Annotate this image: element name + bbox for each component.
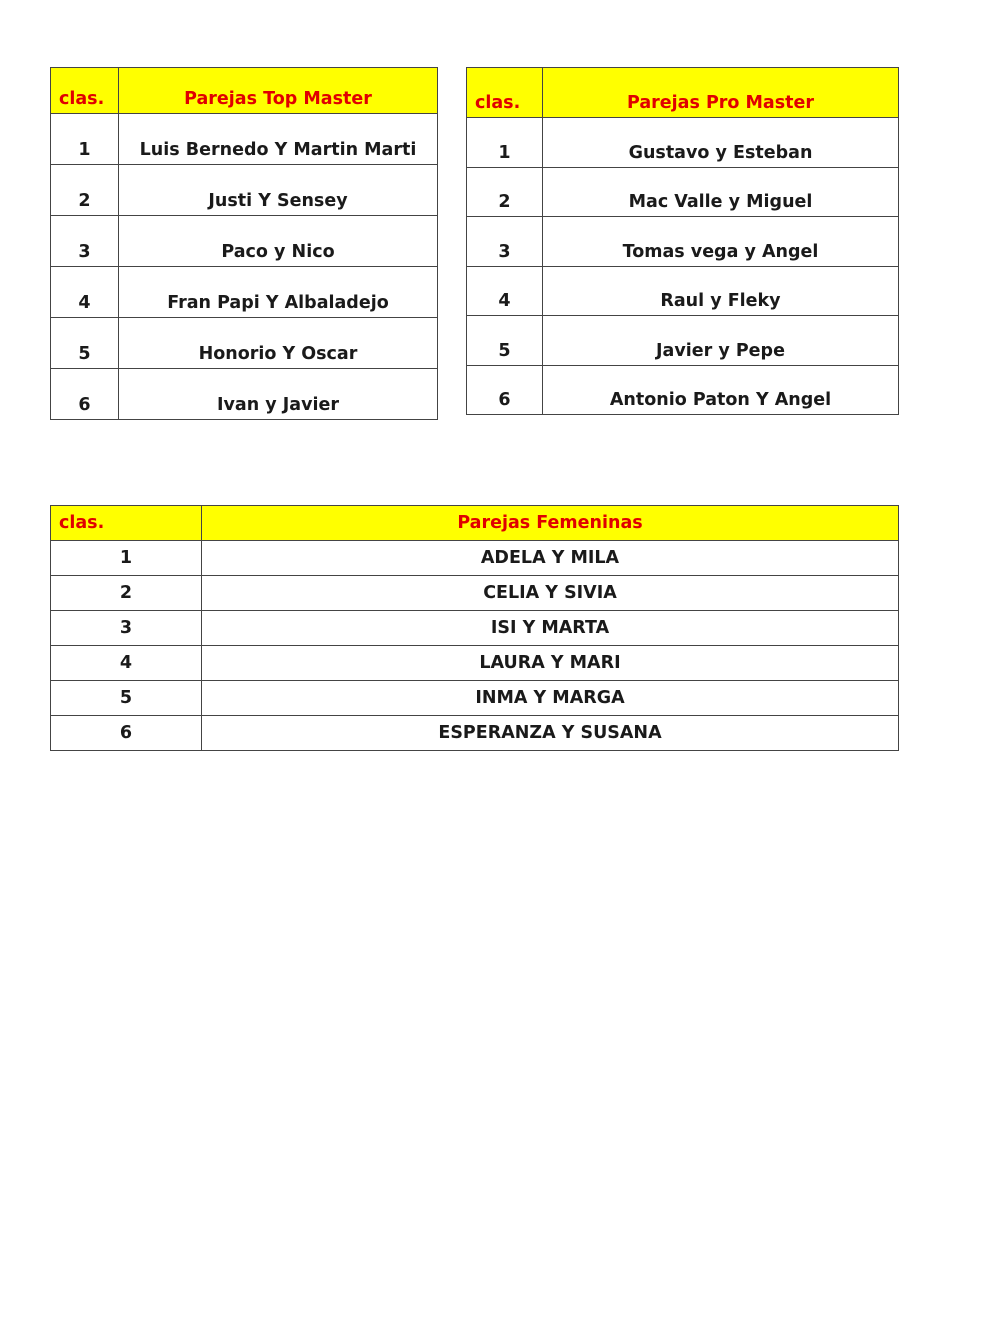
pair-name-cell: ISI Y MARTA	[202, 611, 899, 646]
pair-name-cell: Gustavo y Esteban	[543, 118, 899, 168]
rank-cell: 4	[51, 646, 202, 681]
table-row	[51, 318, 438, 369]
table-row	[51, 611, 899, 646]
table-row	[51, 267, 438, 318]
rank-cell: 6	[51, 369, 119, 420]
table-header-row	[51, 506, 899, 541]
table-row	[51, 576, 899, 611]
rank-cell: 2	[51, 576, 202, 611]
pair-name-cell: Javier y Pepe	[543, 316, 899, 366]
pair-name-cell: Raul y Fleky	[543, 266, 899, 316]
pair-name-cell: CELIA Y SIVIA	[202, 576, 899, 611]
rank-column-header: clas.	[467, 68, 543, 118]
pairs-column-header: Parejas Pro Master	[543, 68, 899, 118]
pair-name-cell: Fran Papi Y Albaladejo	[119, 267, 438, 318]
rank-cell: 3	[51, 611, 202, 646]
top-master-table	[50, 67, 438, 420]
table-row	[467, 118, 899, 168]
pair-name-cell: Ivan y Javier	[119, 369, 438, 420]
pair-name-cell: Luis Bernedo Y Martin Marti	[119, 114, 438, 165]
table-row	[51, 716, 899, 751]
table-row	[51, 541, 899, 576]
table-row	[467, 266, 899, 316]
rank-cell: 6	[467, 365, 543, 415]
pair-name-cell: Tomas vega y Angel	[543, 217, 899, 267]
table-row	[51, 369, 438, 420]
pro-master-table	[466, 67, 899, 415]
rank-column-header: clas.	[51, 68, 119, 114]
pair-name-cell: INMA Y MARGA	[202, 681, 899, 716]
table-header-row	[51, 68, 438, 114]
pairs-column-header: Parejas Top Master	[119, 68, 438, 114]
rank-cell: 3	[51, 216, 119, 267]
pair-name-cell: ESPERANZA Y SUSANA	[202, 716, 899, 751]
pair-name-cell: LAURA Y MARI	[202, 646, 899, 681]
table-row	[467, 365, 899, 415]
rank-cell: 1	[51, 541, 202, 576]
pair-name-cell: Mac Valle y Miguel	[543, 167, 899, 217]
pair-name-cell: Paco y Nico	[119, 216, 438, 267]
table-header-row	[467, 68, 899, 118]
rank-cell: 5	[51, 318, 119, 369]
rank-cell: 4	[467, 266, 543, 316]
rank-cell: 1	[467, 118, 543, 168]
pair-name-cell: Antonio Paton Y Angel	[543, 365, 899, 415]
table-row	[51, 646, 899, 681]
table-row	[51, 216, 438, 267]
rank-cell: 4	[51, 267, 119, 318]
rank-cell: 6	[51, 716, 202, 751]
rank-cell: 2	[51, 165, 119, 216]
table-row	[467, 316, 899, 366]
rank-cell: 2	[467, 167, 543, 217]
femeninas-table	[50, 505, 899, 751]
rank-column-header: clas.	[51, 506, 202, 541]
rank-cell: 1	[51, 114, 119, 165]
rank-cell: 3	[467, 217, 543, 267]
table-row	[467, 217, 899, 267]
pair-name-cell: ADELA Y MILA	[202, 541, 899, 576]
rank-cell: 5	[467, 316, 543, 366]
table-row	[467, 167, 899, 217]
table-row	[51, 681, 899, 716]
table-row	[51, 165, 438, 216]
rank-cell: 5	[51, 681, 202, 716]
table-row	[51, 114, 438, 165]
pair-name-cell: Honorio Y Oscar	[119, 318, 438, 369]
pair-name-cell: Justi Y Sensey	[119, 165, 438, 216]
pairs-column-header: Parejas Femeninas	[202, 506, 899, 541]
